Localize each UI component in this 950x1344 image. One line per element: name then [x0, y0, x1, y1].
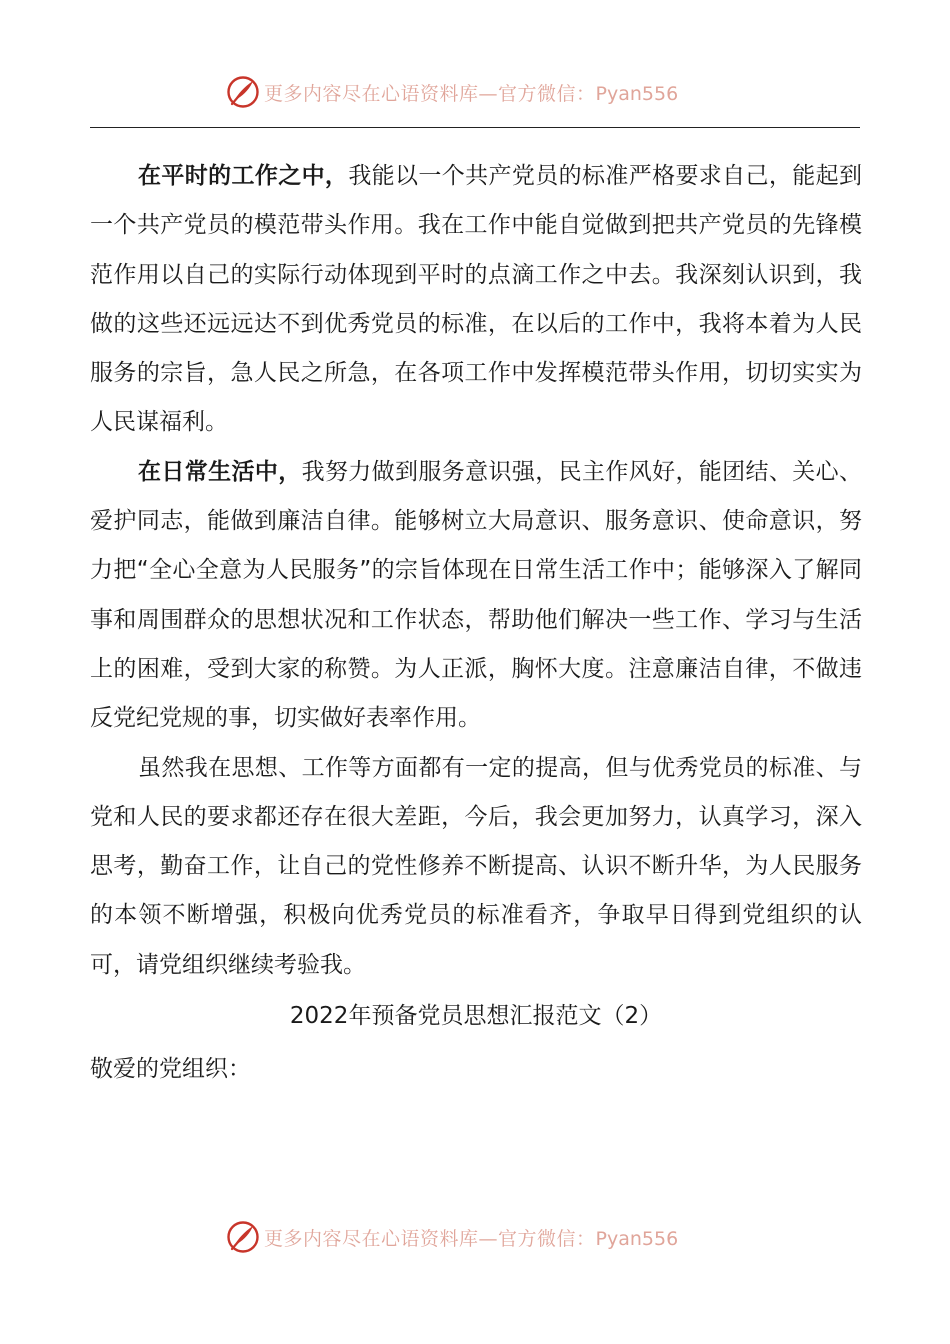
document-body: [90, 152, 862, 1096]
footer-banner: [226, 1217, 746, 1257]
footer-banner-prefix: 更多内容尽在心语资料库—官方微信：: [264, 1227, 596, 1250]
paragraph-daily-life-lead: 在日常生活中，: [138, 458, 302, 485]
paragraph-daily-life-text: 我努力做到服务意识强，民主作风好，能团结、关心、爱护同志，能做到廉洁自律。能够树立大局意识、服务意识、使命意识，努力把“全心全意为人民服务”的宗旨体现在日常生活工作中；能够深入了解同事和周围群众的思想状况和工作状态，帮助他们解决一些工作、学习与生活上的困难，受到大家的称赞。为人正派，胸怀大度。注意廉洁自律，不做违反党纪党规的事，切实做好表率作用。: [90, 458, 863, 732]
paragraph-daily-life: [90, 448, 862, 744]
quill-pen-logo-icon: [226, 75, 260, 109]
header-divider: [90, 127, 860, 128]
paragraph-conclusion-text: 虽然我在思想、工作等方面都有一定的提高，但与优秀党员的标准、与党和人民的要求都还存在很大差距，今后，我会更加努力，认真学习，深入思考，勤奋工作，让自己的党性修养不断提高、认识不断升华，为人民服务的本领不断增强，积极向优秀党员的标准看齐，争取早日得到党组织的认可，请党组织继续考验我。: [90, 754, 862, 978]
salutation: 敬爱的党组织：: [90, 1056, 251, 1083]
footer-wechat-id: Pyan556: [595, 1227, 679, 1250]
header-wechat-id: Pyan556: [595, 82, 679, 105]
section-subtitle: 2022年预备党员思想汇报范文（2）: [289, 1003, 663, 1030]
header-banner-text: [264, 79, 678, 106]
header-banner-prefix: 更多内容尽在心语资料库—官方微信：: [264, 82, 596, 105]
quill-pen-logo-icon: [226, 1220, 260, 1254]
paragraph-conclusion: [90, 744, 862, 990]
paragraph-work: [90, 152, 862, 448]
footer-banner-text: [264, 1224, 678, 1251]
paragraph-work-text: 我能以一个共产党员的标准严格要求自己，能起到一个共产党员的模范带头作用。我在工作中能自觉做到把共产党员的先锋模范作用以自己的实际行动体现到平时的点滴工作之中去。我深刻认识到，我做的这些还远远达不到优秀党员的标准，在以后的工作中，我将本着为人民服务的宗旨，急人民之所急，在各项工作中发挥模范带头作用，切切实实为人民谋福利。: [90, 163, 863, 436]
paragraph-work-lead: 在平时的工作之中，: [138, 163, 349, 189]
header-banner: [226, 72, 746, 112]
